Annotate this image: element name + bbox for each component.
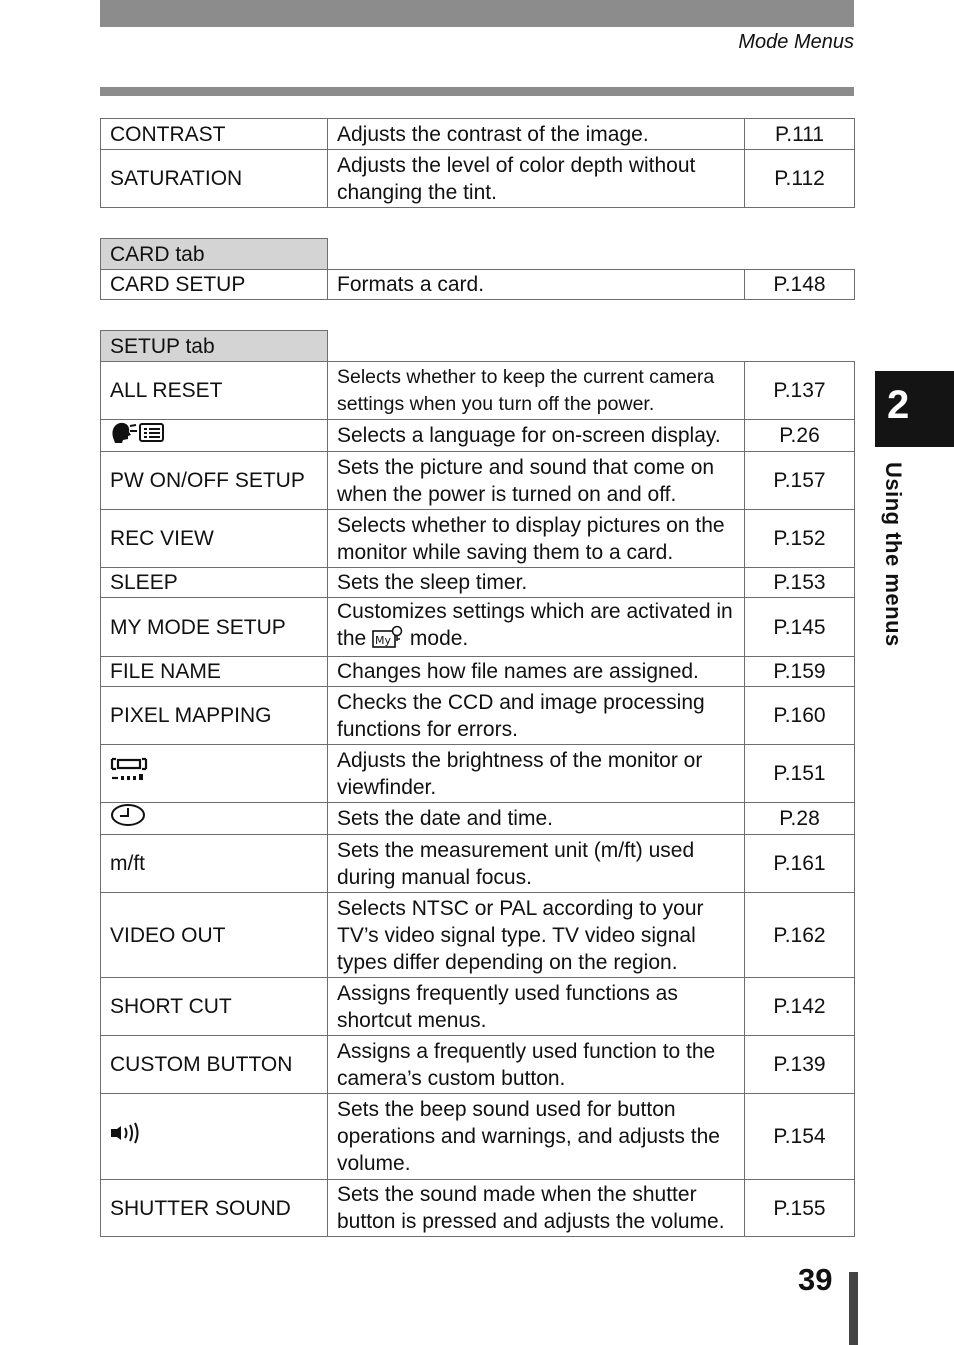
table-row xyxy=(101,687,855,745)
setting-name: CARD SETUP xyxy=(101,270,328,300)
page-reference: P.139 xyxy=(745,1036,855,1094)
description-text: Customizes settings which are activated in the xyxy=(337,600,733,650)
page-reference: P.111 xyxy=(745,119,855,150)
setting-name: SHUTTER SOUND xyxy=(101,1180,328,1237)
setting-description: Formats a card. xyxy=(328,270,745,300)
table-row xyxy=(101,598,855,657)
page-reference: P.153 xyxy=(745,568,855,598)
setting-name: VIDEO OUT xyxy=(101,893,328,978)
page-reference: P.26 xyxy=(745,420,855,452)
setup-tab-label: SETUP tab xyxy=(101,331,328,362)
tab-header-row xyxy=(101,331,855,362)
setting-description: Selects NTSC or PAL according to your TV’s video signal type. TV video signal types differ depending on the region. xyxy=(328,893,745,978)
page-reference: P.28 xyxy=(745,803,855,835)
setting-name: m/ft xyxy=(101,835,328,893)
setting-name xyxy=(101,1094,328,1180)
setting-name: CUSTOM BUTTON xyxy=(101,1036,328,1094)
page-reference: P.112 xyxy=(745,150,855,208)
page-reference: P.145 xyxy=(745,598,855,657)
table-row xyxy=(101,657,855,687)
setting-description: Adjusts the contrast of the image. xyxy=(328,119,745,150)
section-title: Mode Menus xyxy=(738,31,854,53)
table-row xyxy=(101,1036,855,1094)
setting-name: SLEEP xyxy=(101,568,328,598)
setting-description: Sets the sleep timer. xyxy=(328,568,745,598)
setting-description: Checks the CCD and image processing functions for errors. xyxy=(328,687,745,745)
table-row xyxy=(101,420,855,452)
setting-name: REC VIEW xyxy=(101,510,328,568)
svg-text:My: My xyxy=(375,634,392,647)
setting-description: Assigns frequently used functions as shortcut menus. xyxy=(328,978,745,1036)
setting-description: Assigns a frequently used function to the camera’s custom button. xyxy=(328,1036,745,1094)
page-reference: P.155 xyxy=(745,1180,855,1237)
monitor-brightness-icon xyxy=(110,756,148,791)
header-bar xyxy=(100,0,854,27)
table-row xyxy=(101,1094,855,1180)
setting-description: Sets the date and time. xyxy=(328,803,745,835)
setting-description: Sets the measurement unit (m/ft) used during manual focus. xyxy=(328,835,745,893)
setting-description: Adjusts the level of color depth without changing the tint. xyxy=(328,150,745,208)
page-reference: P.154 xyxy=(745,1094,855,1180)
page-number-bar xyxy=(849,1272,858,1345)
card-tab-label: CARD tab xyxy=(101,239,328,270)
clock-icon xyxy=(110,803,146,834)
table-row xyxy=(101,270,855,300)
card-tab-table xyxy=(100,238,855,300)
setting-description: Sets the sound made when the shutter button is pressed and adjusts the volume. xyxy=(328,1180,745,1237)
tab-header-row xyxy=(101,239,855,270)
beep-sound-icon xyxy=(110,1121,142,1152)
page-reference: P.148 xyxy=(745,270,855,300)
image-settings-table xyxy=(100,118,855,208)
page-reference: P.157 xyxy=(745,452,855,510)
setup-tab-table xyxy=(100,330,855,1237)
my-mode-icon xyxy=(372,625,404,656)
language-icon xyxy=(110,420,166,451)
setting-name: SHORT CUT xyxy=(101,978,328,1036)
setting-name: FILE NAME xyxy=(101,657,328,687)
page-reference: P.162 xyxy=(745,893,855,978)
setting-description: Sets the picture and sound that come on when the power is turned on and off. xyxy=(328,452,745,510)
setting-name: MY MODE SETUP xyxy=(101,598,328,657)
table-row xyxy=(101,119,855,150)
page-reference: P.161 xyxy=(745,835,855,893)
page-number: 39 xyxy=(798,1262,833,1297)
setting-description: Changes how file names are assigned. xyxy=(328,657,745,687)
setting-name: CONTRAST xyxy=(101,119,328,150)
setting-name: ALL RESET xyxy=(101,362,328,420)
table-row xyxy=(101,452,855,510)
chapter-tab xyxy=(875,371,954,447)
page-reference: P.152 xyxy=(745,510,855,568)
table-row xyxy=(101,803,855,835)
setting-name xyxy=(101,420,328,452)
table-row xyxy=(101,893,855,978)
table-row xyxy=(101,1180,855,1237)
description-text: mode. xyxy=(409,627,469,650)
page-reference: P.159 xyxy=(745,657,855,687)
table-row xyxy=(101,978,855,1036)
setting-name xyxy=(101,803,328,835)
table-row xyxy=(101,745,855,803)
chapter-number: 2 xyxy=(887,383,910,427)
setting-name xyxy=(101,745,328,803)
setting-description: Sets the beep sound used for button operations and warnings, and adjusts the volume. xyxy=(328,1094,745,1180)
table-row xyxy=(101,568,855,598)
page-reference: P.151 xyxy=(745,745,855,803)
table-row xyxy=(101,510,855,568)
chapter-label: Using the menus xyxy=(881,462,906,647)
table-row xyxy=(101,150,855,208)
setting-description: Selects whether to display pictures on the monitor while saving them to a card. xyxy=(328,510,745,568)
setting-name: PW ON/OFF SETUP xyxy=(101,452,328,510)
setting-description xyxy=(328,598,745,657)
setting-name: SATURATION xyxy=(101,150,328,208)
table-row xyxy=(101,362,855,420)
page-reference: P.137 xyxy=(745,362,855,420)
setting-description: Selects whether to keep the current camera settings when you turn off the power. xyxy=(328,362,745,420)
setting-name: PIXEL MAPPING xyxy=(101,687,328,745)
setting-description: Adjusts the brightness of the monitor or viewfinder. xyxy=(328,745,745,803)
page-reference: P.142 xyxy=(745,978,855,1036)
setting-description: Selects a language for on-screen display. xyxy=(328,420,745,452)
table-row xyxy=(101,835,855,893)
page-reference: P.160 xyxy=(745,687,855,745)
header-rule xyxy=(100,87,854,96)
